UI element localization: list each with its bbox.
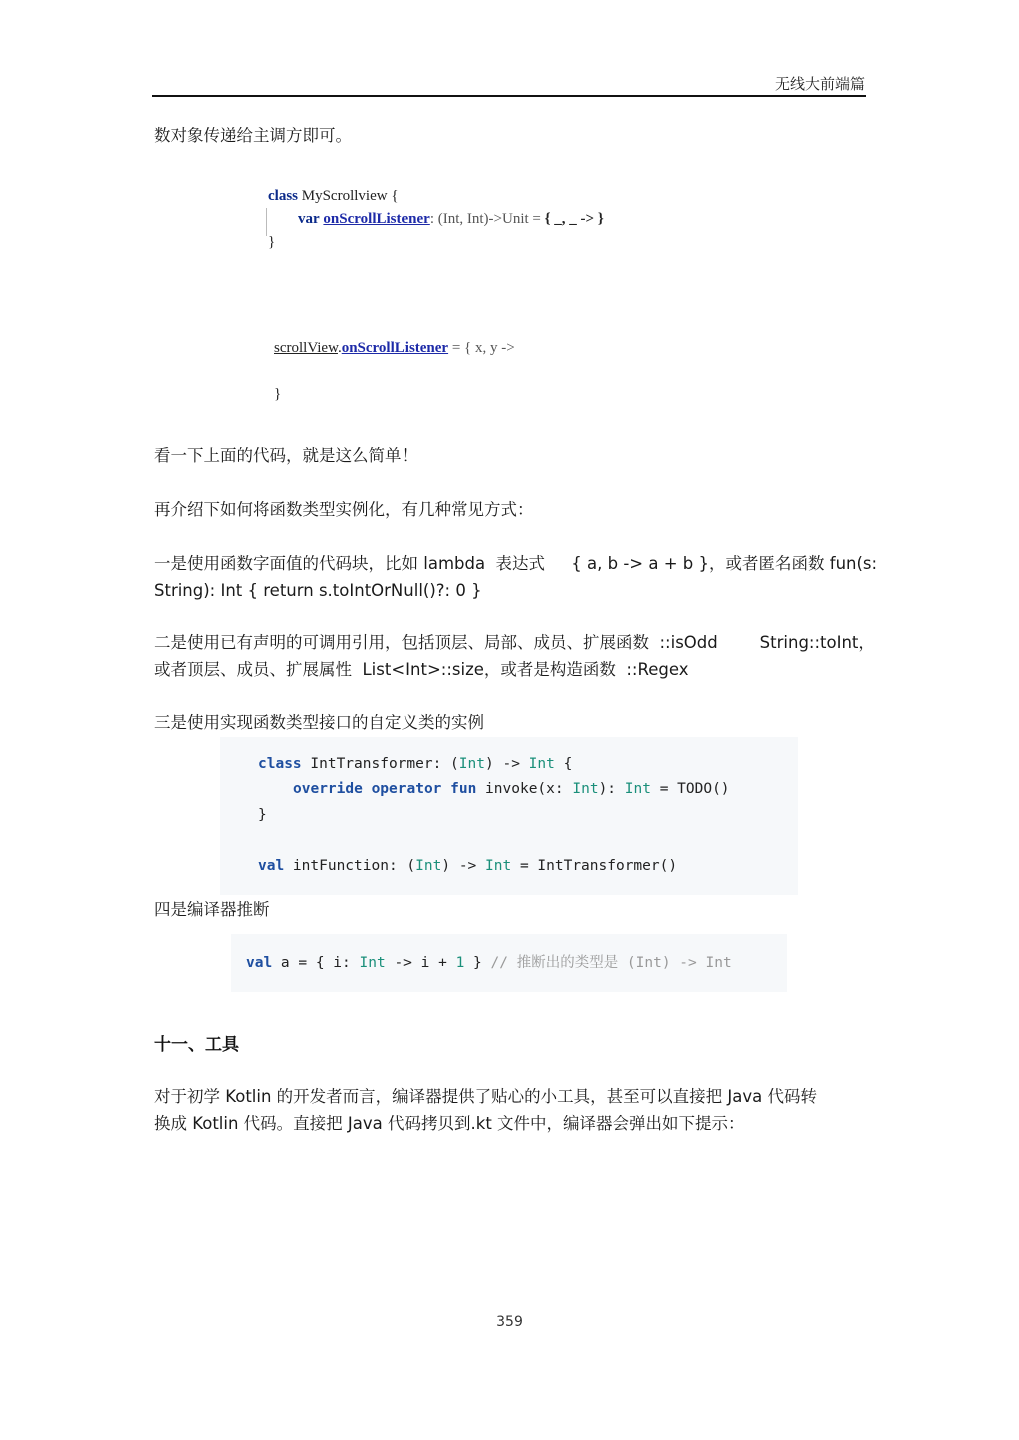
code-lambda: { _, _ -> } [544,211,604,227]
paragraph-summary: 看一下上面的代码，就是这么简单！ [154,446,418,465]
code-text: intFunction: ( [284,858,416,874]
text-line: 一是使用函数字面值的代码块，比如 lambda 表达式 { a, b -> a + b }，或者匿名函数 fun(s: [154,554,878,573]
text-line: 换成 Kotlin 代码。直接把 Java 代码拷贝到.kt 文件中，编译器会弹出如下提示： [154,1114,745,1133]
code-text: } [274,386,282,402]
code-type: Int [528,756,555,772]
code-text: } [258,807,267,823]
code-text: IntTransformer: ( [301,756,459,772]
code-line [246,951,732,972]
code-text: } [268,234,276,250]
running-header: 无线大前端篇 [774,75,865,93]
code-keyword: var [298,211,320,227]
indent-guide [266,208,267,236]
code-keyword: val [258,858,285,874]
code-text: } [464,955,491,971]
code-text: { [554,756,573,772]
code-property: onScrollListener [341,340,449,356]
code-text: -> i + [385,955,456,971]
code-text: a = { i: [272,955,360,971]
code-text: = TODO() [650,781,730,797]
code-block-inttransformer [220,737,798,895]
code-block-type-inference [231,934,787,992]
code-keyword: class [258,756,302,772]
code-text: : (Int, Int)->Unit = [429,211,545,227]
code-snippet-myscrollview [262,186,732,258]
code-text: ) -> [485,756,529,772]
paragraph-instantiation-intro: 再介绍下如何将函数类型实例化，有几种常见方式： [154,500,534,519]
code-type: Int [572,781,599,797]
code-text: ): [598,781,625,797]
text-line: 或者顶层、成员、扩展属性 List<Int>::size，或者是构造函数 ::Regex [154,660,689,679]
text-line: 二是使用已有声明的可调用引用，包括顶层、局部、成员、扩展函数 ::isOdd String::toInt， [154,633,875,652]
code-keyword: val [246,955,273,971]
code-line [268,234,275,251]
code-text: . [337,340,342,356]
code-keyword: class [268,188,298,204]
code-type: Int [624,781,651,797]
page-number: 359 [496,1314,523,1330]
code-text: MyScrollview { [298,188,399,204]
code-line [258,807,267,823]
code-text: = { x, y -> [448,340,515,356]
section-heading-tools: 十一、工具 [154,1035,239,1055]
header-rule [152,95,866,97]
text-line: String): Int { return s.toIntOrNull()?: 0 } [154,581,482,600]
code-type: Int [359,955,386,971]
code-snippet-scrollview-usage [270,338,670,408]
code-text: = IntTransformer() [511,858,678,874]
code-type: Int [485,858,512,874]
code-keyword: override operator fun [293,781,477,797]
code-comment: // 推断出的类型是 (Int) -> Int [490,955,732,971]
code-line [293,781,730,797]
code-property: onScrollListener [323,211,430,227]
code-line [258,756,572,772]
paragraph-tools-intro [154,1083,866,1137]
code-line [268,188,399,205]
paragraph-method-two [154,629,875,683]
paragraph-method-four: 四是编译器推断 [154,900,270,919]
code-number: 1 [455,955,465,971]
code-line [274,340,515,357]
code-line [258,858,677,874]
code-object: scrollView [274,340,338,356]
code-type: Int [415,858,442,874]
paragraph-intro: 数对象传递给主调方即可。 [154,126,352,145]
code-line [274,386,281,403]
text-line: 对于初学 Kotlin 的开发者而言，编译器提供了贴心的小工具，甚至可以直接把 Java 代码转 [154,1087,818,1106]
code-type: Int [458,756,485,772]
code-text: ) -> [441,858,486,874]
paragraph-method-one [154,550,878,604]
code-text: invoke(x: [476,781,573,797]
code-line [298,211,604,228]
paragraph-method-three: 三是使用实现函数类型接口的自定义类的实例 [154,713,484,732]
